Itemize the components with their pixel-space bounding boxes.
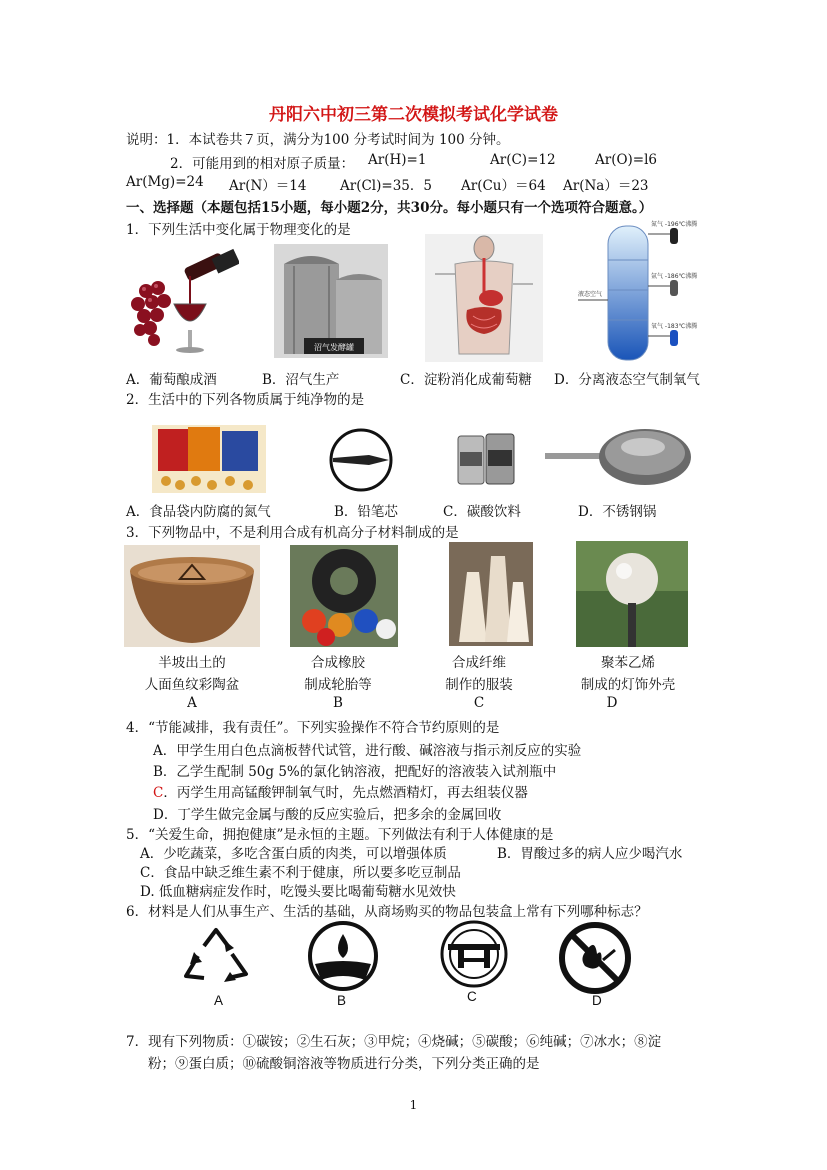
label-liquid-air: 液态空气 — [578, 291, 603, 298]
label-nitrogen: 氮气 -196℃沸腾 — [651, 221, 698, 228]
label-argon: 氩气 -186℃沸腾 — [651, 273, 698, 280]
q4-option-b: B．乙学生配制 50g 5%的氯化钠溶液，把配好的溶液装入试剂瓶中 — [153, 764, 557, 780]
intro-line2-label: 2．可能用到的相对原子质量： — [170, 156, 355, 172]
pottery-basin-image — [124, 545, 260, 647]
q2-option-a: A．食品袋内防腐的氮气 — [126, 504, 271, 520]
q3-letter-b: B — [333, 695, 343, 711]
q5-option-c: C．食品中缺乏维生素不利于健康，所以要多吃豆制品 — [140, 865, 461, 881]
q1-option-c: C．淀粉消化成葡萄糖 — [400, 372, 532, 388]
q6-letter-d: D — [592, 993, 602, 1008]
mass-c: Ar(C)=12 — [490, 152, 556, 168]
mass-mg: Ar(Mg)=24 — [126, 174, 204, 190]
soda-cans-image — [454, 430, 518, 490]
mass-cu: Ar(Cu）＝64 — [461, 178, 546, 194]
q4-option-c — [153, 781, 528, 801]
label-oxygen: 氧气 -183℃沸腾 — [651, 323, 698, 330]
biogas-tank-image — [274, 244, 388, 358]
section-heading: 一、选择题（本题包括15小题，每小题2分，共30分。每小题只有一个选项符合题意。） — [126, 200, 653, 216]
mass-n: Ar(N）＝14 — [229, 178, 307, 194]
q2-option-d: D．不锈钢锅 — [578, 504, 657, 520]
q3-caption-b-line2: 制成轮胎等 — [304, 677, 372, 693]
q1-stem: 1．下列生活中变化属于物理变化的是 — [126, 222, 351, 238]
tires-balls-image — [290, 545, 398, 647]
q2-option-c: C．碳酸饮料 — [443, 504, 521, 520]
snack-bags-image — [152, 425, 266, 493]
q5-stem: 5．“关爱生命，拥抱健康”是永恒的主题。下列做法有利于人体健康的是 — [126, 827, 554, 843]
q3-caption-a-line1: 半坡出土的 — [158, 655, 226, 671]
green-food-icon — [436, 920, 512, 988]
q7-line2: 粉；⑨蛋白质；⑩硫酸铜溶液等物质进行分类，下列分类正确的是 — [148, 1056, 540, 1072]
q6-letter-b: B — [337, 993, 347, 1008]
mass-h: Ar(H)=1 — [368, 152, 427, 168]
pencil-lead-image — [329, 428, 393, 492]
digestive-system-image — [425, 234, 543, 362]
q4-option-c-text: ．丙学生用高锰酸钾制氧气时，先点燃酒精灯，再去组装仪器 — [163, 785, 528, 801]
q7-line1: 7．现有下列物质：①碳铵；②生石灰；③甲烷；④烧碱；⑤碳酸；⑥纯碱；⑦冰水；⑧淀 — [126, 1034, 662, 1050]
q1-option-d: D．分离液态空气制氧气 — [554, 372, 700, 388]
water-saving-icon — [303, 920, 383, 992]
q1-option-b: B．沼气生产 — [262, 372, 340, 388]
q1-option-a: A．葡萄酿成酒 — [126, 372, 217, 388]
q2-stem: 2．生活中的下列各物质属于纯净物的是 — [126, 392, 365, 408]
synthetic-fiber-image — [449, 542, 533, 646]
q3-letter-c: C — [473, 695, 485, 711]
q3-caption-d-line2: 制成的灯饰外壳 — [580, 677, 676, 693]
steel-wok-image — [545, 423, 695, 495]
q5-option-d: D. 低血糖病症发作时，吃馒头要比喝葡萄糖水见效快 — [140, 884, 456, 900]
q5-option-a: A．少吃蔬菜，多吃含蛋白质的肉类，可以增强体质 — [140, 846, 447, 862]
q3-caption-b-line1: 合成橡胶 — [311, 655, 365, 671]
q3-caption-c-line2: 制作的服装 — [445, 677, 513, 693]
recycle-icon — [176, 924, 258, 990]
mass-o: Ar(O)=l6 — [595, 152, 658, 168]
q3-letter-d: D — [606, 695, 618, 711]
q6-letter-a: A — [214, 993, 224, 1008]
q4-option-a: A．甲学生用白色点滴板替代试管，进行酸、碱溶液与指示剂反应的实验 — [153, 743, 582, 759]
q3-caption-d-line1: 聚苯乙烯 — [601, 655, 655, 671]
mass-na: Ar(Na）＝23 — [563, 178, 649, 194]
q2-option-b: B．铅笔芯 — [334, 504, 398, 520]
q3-caption-c-line1: 合成纤维 — [452, 655, 506, 671]
biogas-label: 沼气发酵罐 — [314, 343, 354, 352]
air-separation-column-image — [578, 220, 713, 366]
no-fire-icon — [553, 920, 637, 996]
lamp-globe-image — [576, 541, 688, 647]
q4-option-d: D．丁学生做完金属与酸的反应实验后，把多余的金属回收 — [153, 807, 502, 823]
mass-cl: Ar(Cl)=35．5 — [340, 178, 432, 194]
q6-letter-c: C — [467, 989, 477, 1004]
q3-stem: 3．下列物品中，不是利用合成有机高分子材料制成的是 — [126, 525, 459, 541]
grapes-wine-image — [124, 246, 239, 358]
q6-stem: 6．材料是人们从事生产、生活的基础，从商场购买的物品包装盒上常有下列哪种标志？ — [126, 904, 648, 920]
page-title: 丹阳六中初三第二次模拟考试化学试卷 — [269, 105, 558, 125]
q4-stem: 4．“节能减排，我有责任”。下列实验操作不符合节约原则的是 — [126, 720, 500, 736]
q5-option-b: B．胃酸过多的病人应少喝汽水 — [497, 846, 683, 862]
q3-letter-a: A — [187, 695, 197, 711]
page-number: 1 — [409, 1098, 418, 1112]
q3-caption-a-line2: 人面鱼纹彩陶盆 — [144, 677, 240, 693]
q4-option-c-letter: C — [153, 785, 164, 801]
intro-line1: 说明：1．本试卷共７页，满分为100 分考试时间为 100 分钟。 — [126, 132, 510, 148]
